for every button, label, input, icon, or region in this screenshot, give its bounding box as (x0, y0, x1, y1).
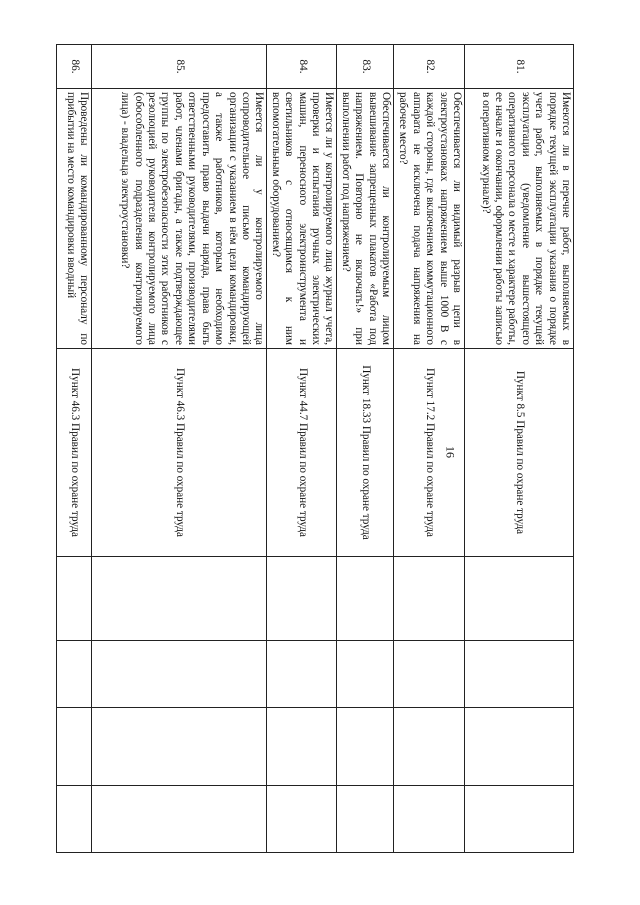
note-cell (465, 786, 574, 853)
table-row (394, 45, 465, 853)
table-row (465, 45, 574, 853)
table-row (92, 45, 267, 853)
reference-cell: Пункт 46.3 Правил по охране труда (92, 349, 267, 557)
answer-na-cell (57, 708, 92, 786)
note-cell (394, 786, 465, 853)
row-number: 83. (337, 45, 394, 89)
row-number: 86. (57, 45, 92, 89)
question-cell: Имеется ли у контролируемого лица сопроводительное письмо командирующей организации с указанием в нём цели командировки, а также работников, которым необходимо предоставить право выдачи наряда, права быть ответственными руководителями, производителями работ, членами бригады, а также подтверждающее группы по электробезопасности этих работников с резолюцией руководителя контролируемого лица (обособленного подразделения контролируемого лица) - владельца электроустановки? (92, 89, 267, 349)
answer-yes-cell (394, 557, 465, 641)
question-cell: Проведены ли командированному персоналу по прибытии на место командировки вводный (57, 89, 92, 349)
answer-na-cell (337, 708, 394, 786)
answer-na-cell (465, 708, 574, 786)
answer-no-cell (394, 641, 465, 708)
table-row (337, 45, 394, 853)
answer-no-cell (267, 641, 337, 708)
reference-cell: Пункт 46.3 Правил по охране труда (57, 349, 92, 557)
answer-na-cell (267, 708, 337, 786)
checklist-table (56, 44, 574, 853)
note-cell (92, 786, 267, 853)
table-row (267, 45, 337, 853)
answer-yes-cell (57, 557, 92, 641)
answer-no-cell (465, 641, 574, 708)
row-number: 81. (465, 45, 574, 89)
row-number: 82. (394, 45, 465, 89)
answer-yes-cell (337, 557, 394, 641)
answer-na-cell (394, 708, 465, 786)
question-cell: Обеспечивается ли контролируемым лицом вывешивание запрещенных плакатов «Работа под напряжением. Повторно не включать!» при выполнении работ под напряжением? (337, 89, 394, 349)
answer-yes-cell (465, 557, 574, 641)
question-cell: Обеспечивается ли видимый разрыв цепи в электроустановках напряжением выше 1000 В с каждой стороны, где включением коммутационного аппарата не исключена подача напряжения на рабочее место? (394, 89, 465, 349)
answer-yes-cell (267, 557, 337, 641)
page-number: 16 (443, 446, 458, 458)
reference-cell: Пункт 44.7 Правил по охране труда (267, 349, 337, 557)
answer-yes-cell (92, 557, 267, 641)
answer-no-cell (57, 641, 92, 708)
note-cell (57, 786, 92, 853)
answer-no-cell (337, 641, 394, 708)
row-number: 84. (267, 45, 337, 89)
reference-cell: Пункт 8.5 Правил по охране труда (465, 349, 574, 557)
answer-no-cell (92, 641, 267, 708)
note-cell (337, 786, 394, 853)
reference-cell: Пункт 17.2 Правил по охране труда (394, 349, 465, 557)
note-cell (267, 786, 337, 853)
checklist-page (58, 44, 574, 852)
question-cell: Имеется ли у контролируемого лица журнал учета, проверки и испытания ручных электрических машин, переносного электроинструмента и светильников с относящимся к ним вспомогательным оборудованием? (267, 89, 337, 349)
reference-cell: Пункт 18.33 Правил по охране труда (337, 349, 394, 557)
answer-na-cell (92, 708, 267, 786)
question-cell: Имеются ли в перечне работ, выполняемых в порядке текущей эксплуатации указания о порядке учета работ, выполняемых в порядке текущей эксплуатации (уведомление вышестоящего оперативного персонала о месте и характере работы, ее начале и окончании, оформлении работы записью в оперативном журнале)? (465, 89, 574, 349)
row-number: 85. (92, 45, 267, 89)
table-row (57, 45, 92, 853)
